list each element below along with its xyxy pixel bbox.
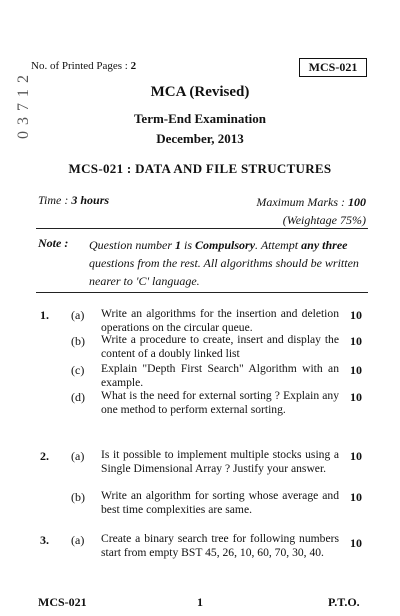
time-label: Time :	[38, 193, 69, 207]
question-text: Write a procedure to create, insert and display the content of a doubly linked list	[101, 333, 339, 360]
marks: 10	[350, 363, 362, 377]
marks-label: Maximum Marks :	[256, 195, 345, 209]
part-label: (b)	[71, 334, 85, 348]
question-text: What is the need for external sorting ? Explain any one method to perform external sorting.	[101, 389, 339, 416]
time-value: 3 hours	[71, 193, 110, 207]
marks: 10	[350, 390, 362, 404]
divider-bottom	[36, 292, 368, 293]
note-any-three: any three	[301, 238, 348, 252]
part-label: (c)	[71, 363, 85, 377]
max-marks	[256, 193, 366, 229]
question-number: 2.	[40, 449, 49, 463]
note-part: questions from the rest. All algorithms should be written nearer to 'C' language.	[89, 256, 359, 288]
part-label: (a)	[71, 308, 85, 322]
printed-pages-label: No. of Printed Pages :	[31, 60, 128, 72]
weightage: (Weightage 75%)	[282, 213, 366, 227]
note-label: Note :	[38, 236, 69, 250]
divider-top	[36, 228, 368, 229]
note-part: Question number	[89, 238, 175, 252]
paper-title: MCS-021 : DATA AND FILE STRUCTURES	[68, 161, 332, 176]
marks: 10	[350, 490, 362, 504]
note-text	[89, 236, 365, 290]
page-number: 1	[197, 595, 203, 609]
question-number: 3.	[40, 533, 49, 547]
question-number: 1.	[40, 308, 49, 322]
exam-date: December, 2013	[156, 131, 244, 146]
question-text: Write an algorithms for the insertion and deletion operations on the circular queue.	[101, 307, 339, 334]
note-compulsory: Compulsory	[195, 238, 256, 252]
side-serial-char: 7	[15, 103, 32, 111]
printed-pages-value: 2	[130, 60, 137, 72]
question-text: Is it possible to implement multiple stocks using a Single Dimensional Array ? Justify your answer.	[101, 448, 339, 475]
time-allowed	[38, 193, 109, 208]
note-q1: 1	[175, 238, 181, 252]
side-serial-char: 1	[15, 89, 32, 97]
note-part: . Attempt	[255, 238, 302, 252]
marks: 10	[350, 308, 362, 322]
pto-label: P.T.O.	[328, 595, 360, 609]
exam-name: Term-End Examination	[133, 111, 267, 126]
question-text: Explain "Depth First Search" Algorithm with an example.	[101, 362, 339, 389]
question-text: Write an algorithm for sorting whose average and best time complexities are same.	[101, 489, 339, 516]
marks: 10	[350, 536, 362, 550]
note-part: is	[181, 238, 196, 252]
question-text: Create a binary search tree for following numbers start from empty BST 45, 26, 10, 60, 70, 30, 40.	[101, 532, 339, 559]
footer-course-code: MCS-021	[38, 595, 87, 609]
exam-title: MCA (Revised)	[150, 84, 250, 100]
marks: 10	[350, 334, 362, 348]
side-serial-char: 2	[15, 75, 32, 83]
part-label: (a)	[71, 533, 85, 547]
printed-pages-line	[31, 60, 136, 72]
part-label: (d)	[71, 390, 85, 404]
course-code-box: MCS-021	[299, 58, 367, 77]
marks: 10	[350, 449, 362, 463]
marks-value: 100	[348, 195, 366, 209]
side-serial-char: 0	[15, 131, 32, 139]
side-serial-char: 3	[15, 117, 32, 125]
part-label: (b)	[71, 490, 85, 504]
part-label: (a)	[71, 449, 85, 463]
